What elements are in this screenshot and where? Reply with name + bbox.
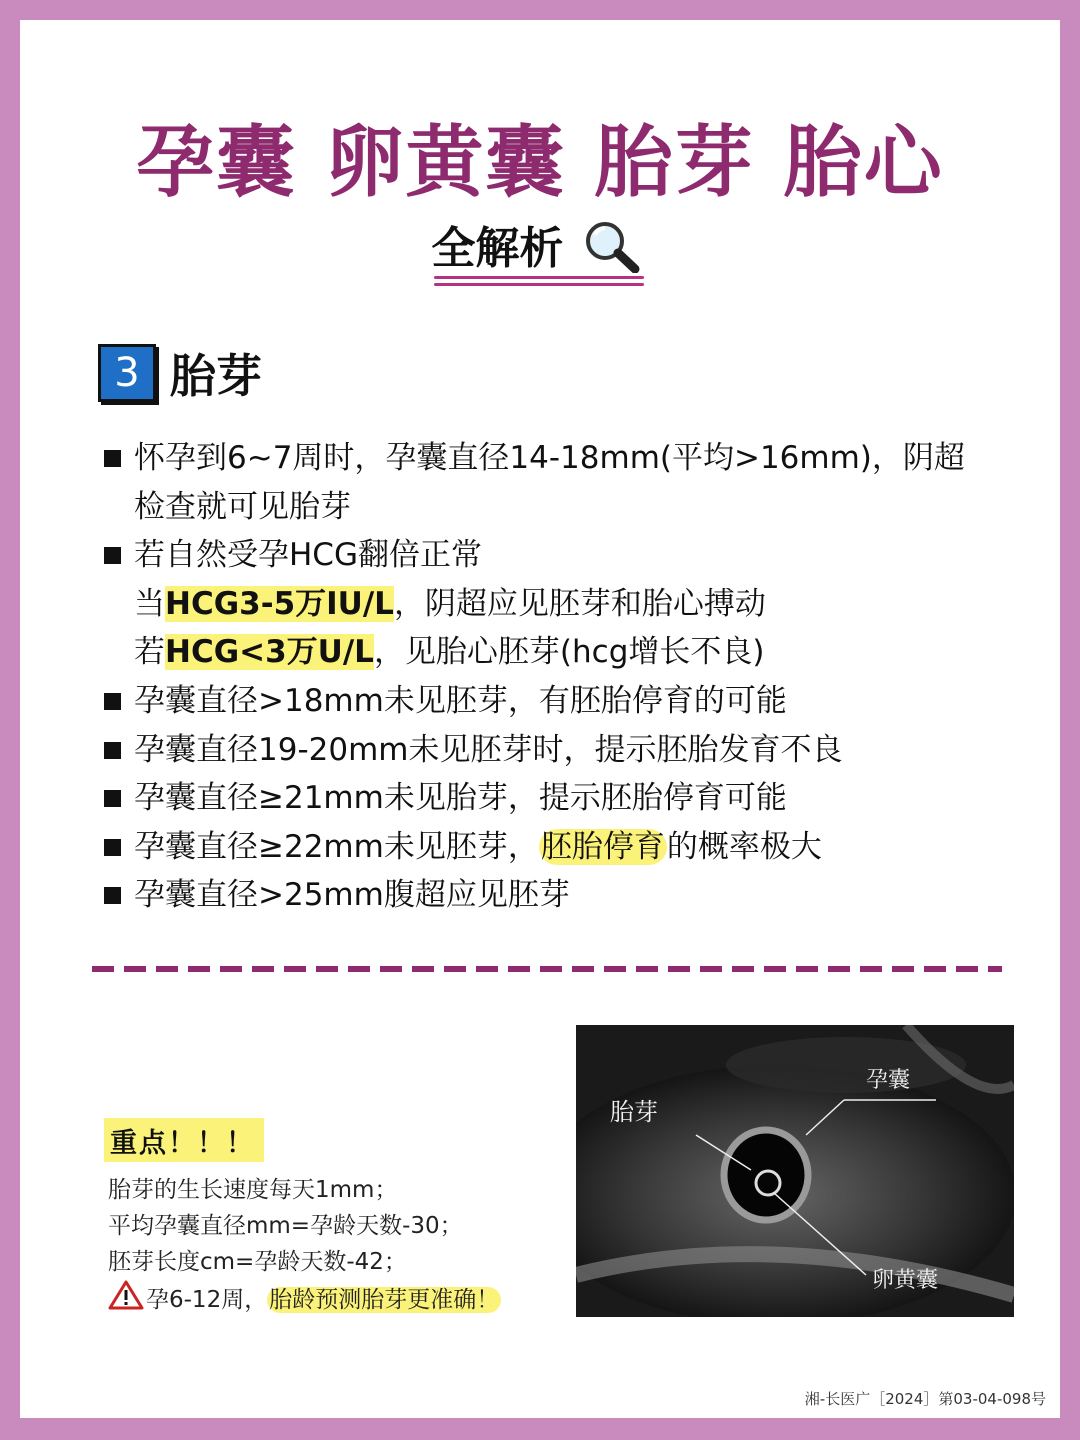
dashed-divider bbox=[92, 966, 1002, 972]
label-sac: 孕囊 bbox=[866, 1068, 911, 1093]
item-text: 孕囊直径≥22mm未见胚芽， bbox=[134, 828, 539, 865]
item-text: 孕囊直径>25mm腹超应见胚芽 bbox=[134, 877, 570, 914]
magnifier-icon bbox=[583, 219, 641, 284]
subtitle-text: 全解析 bbox=[431, 223, 564, 274]
item-line bbox=[134, 628, 1034, 677]
section-header bbox=[98, 340, 262, 406]
list-item bbox=[104, 823, 1034, 872]
item-text: 怀孕到6~7周时，孕囊直径14-18mm(平均>16mm)，阴超 bbox=[134, 440, 965, 476]
list-item bbox=[104, 677, 1034, 726]
highlight-text: 胚胎停育 bbox=[540, 828, 665, 865]
list-item bbox=[104, 531, 1034, 677]
item-line bbox=[134, 823, 1034, 872]
key-points-tag: 重点！！！ bbox=[104, 1118, 264, 1162]
subtitle-underline bbox=[434, 276, 644, 288]
bullet-icon bbox=[104, 839, 121, 856]
list-item bbox=[104, 434, 1034, 531]
warning-line bbox=[108, 1280, 568, 1321]
note-text: 孕6-12周， bbox=[146, 1287, 268, 1313]
list-item bbox=[104, 774, 1034, 823]
warning-icon bbox=[108, 1280, 144, 1321]
page-title: 孕囊 卵黄囊 胎芽 胎心 bbox=[136, 118, 944, 208]
list-item bbox=[104, 726, 1034, 775]
bullet-icon bbox=[104, 742, 121, 759]
label-embryo: 胎芽 bbox=[610, 1098, 658, 1126]
item-text: 若 bbox=[134, 634, 165, 671]
label-yolk: 卵黄囊 bbox=[872, 1268, 939, 1293]
bullet-icon bbox=[104, 450, 121, 467]
bullet-icon bbox=[104, 547, 121, 564]
bullet-icon bbox=[104, 693, 121, 710]
section-number-badge: 3 bbox=[98, 344, 156, 402]
note-line: 平均孕囊直径mm=孕龄天数-30； bbox=[108, 1213, 463, 1239]
list-item bbox=[104, 871, 1034, 920]
item-text: 的概率极大 bbox=[666, 828, 822, 865]
item-text: 若自然受孕HCG翻倍正常 bbox=[134, 537, 482, 574]
item-text: 检查就可见胎芽 bbox=[134, 488, 351, 525]
section-title: 胎芽 bbox=[170, 349, 262, 403]
note-line: 胚芽长度cm=孕龄天数-42； bbox=[108, 1249, 407, 1275]
item-text: 孕囊直径19-20mm未见胚芽时，提示胚胎发育不良 bbox=[134, 731, 843, 768]
highlight-text: 胎龄预测胎芽更准确！ bbox=[269, 1287, 500, 1313]
page-subtitle bbox=[431, 212, 648, 284]
highlight-text: HCG3-5万IU/L bbox=[165, 585, 394, 622]
bullet-icon bbox=[104, 790, 121, 807]
item-text: 孕囊直径>18mm未见胚芽，有胚胎停育的可能 bbox=[134, 682, 787, 719]
item-text: 孕囊直径≥21mm未见胎芽，提示胚胎停育可能 bbox=[134, 780, 787, 817]
bullet-icon bbox=[104, 887, 121, 904]
approval-number: 湘-长医广［2024］第03-04-098号 bbox=[804, 1390, 1046, 1408]
ultrasound-image bbox=[576, 1025, 1014, 1317]
item-text: 当 bbox=[134, 585, 165, 622]
subtitle-row bbox=[0, 212, 1080, 284]
item-line bbox=[134, 580, 1034, 629]
note-line: 胎芽的生长速度每天1mm； bbox=[108, 1177, 398, 1203]
highlight-text: HCG<3万U/L bbox=[165, 634, 374, 671]
item-text: ，阴超应见胚芽和胎心搏动 bbox=[393, 585, 766, 622]
fact-list bbox=[104, 434, 1034, 920]
key-notes bbox=[108, 1172, 568, 1321]
item-text: ，见胎心胚芽(hcg增长不良) bbox=[373, 634, 765, 671]
